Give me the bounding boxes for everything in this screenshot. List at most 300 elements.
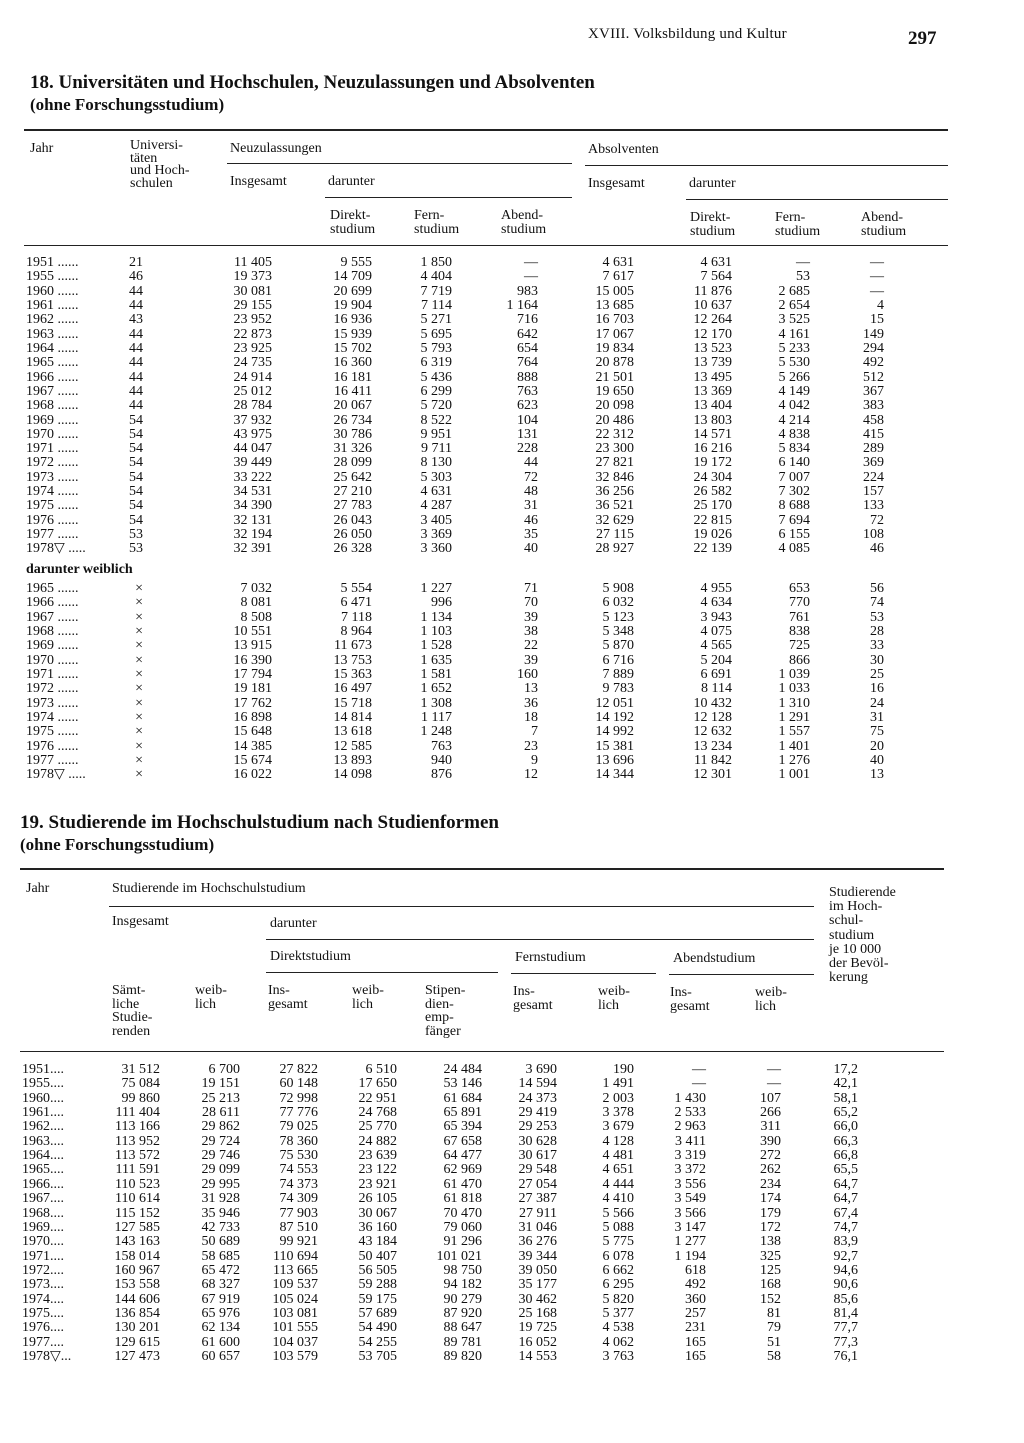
cell-ad: 6 691 — [700, 666, 732, 682]
cell-ad: 16 216 — [693, 441, 732, 457]
cell-ai: 5 870 — [602, 638, 634, 654]
cell-dw: 22 951 — [358, 1090, 397, 1106]
cell-w: 29 099 — [201, 1162, 240, 1178]
cell-s: 111 404 — [115, 1105, 160, 1121]
table19-title: 19. Studierende im Hochschulstudium nach Studienformen — [20, 812, 499, 833]
t19-head-studierende: Studierende im Hochschulstudium — [112, 881, 306, 896]
cell-di: 79 025 — [279, 1119, 318, 1135]
cell-aw: 58 — [767, 1349, 781, 1364]
row-year: 1955.... — [22, 1076, 64, 1092]
cell-ad: 12 264 — [693, 312, 732, 328]
cell-af: 6 155 — [778, 527, 810, 543]
table-row — [0, 399, 1024, 413]
cell-nf: 1 227 — [420, 581, 452, 596]
table-row — [0, 582, 1024, 596]
cell-nf: 1 528 — [420, 638, 452, 654]
cell-aa: 369 — [863, 455, 884, 471]
cell-ai: 257 — [685, 1305, 706, 1321]
cell-af: 1 001 — [778, 767, 810, 783]
cell-na: 35 — [524, 527, 538, 543]
table-row — [0, 711, 1024, 725]
cell-nd: 30 786 — [333, 426, 372, 442]
cell-nf: 763 — [431, 738, 452, 754]
cell-ai: 3 411 — [675, 1133, 706, 1149]
table-row — [0, 654, 1024, 668]
cell-fi: 30 617 — [518, 1148, 557, 1164]
cell-nf: 1 581 — [420, 666, 452, 682]
t19-head-direktstudium: Direktstudium — [270, 949, 351, 964]
cell-je: 67,4 — [833, 1205, 858, 1221]
cell-ni: 34 390 — [233, 498, 272, 514]
row-year: 1972 ...... — [26, 681, 79, 697]
t19-head-insgesamt: Insgesamt — [112, 914, 169, 929]
cell-ni: 14 385 — [233, 738, 272, 754]
cell-fi: 27 054 — [518, 1176, 557, 1192]
table-row — [0, 1135, 1024, 1149]
cell-w: 50 689 — [201, 1234, 240, 1250]
cell-ai: 3 556 — [674, 1176, 706, 1192]
cell-s: 75 084 — [121, 1076, 160, 1092]
cell-ai: 7 889 — [602, 666, 634, 682]
cell-fw: 2 003 — [602, 1090, 634, 1106]
cell-ai: 20 486 — [595, 412, 634, 428]
cell-ai: 13 696 — [595, 752, 634, 768]
row-year: 1963 ...... — [26, 326, 79, 342]
cell-nf: 3 405 — [420, 512, 452, 528]
table18-title: 18. Universitäten und Hochschulen, Neuzulassungen und Absolventen — [30, 72, 595, 93]
cell-je: 94,6 — [833, 1262, 858, 1278]
cell-ai: 15 005 — [595, 283, 634, 299]
cell-af: 2 685 — [778, 283, 810, 299]
cell-ni: 17 794 — [233, 666, 272, 682]
table19-body — [0, 1063, 1024, 1373]
cell-na: 23 — [524, 738, 538, 754]
page-number: 297 — [908, 28, 937, 49]
cell-fw: 4 128 — [602, 1133, 634, 1149]
cell-aw: 390 — [760, 1133, 781, 1149]
cell-s: 129 615 — [114, 1334, 160, 1350]
cell-nd: 28 099 — [333, 455, 372, 471]
cell-u: × — [135, 609, 143, 625]
cell-af: 4 161 — [778, 326, 810, 342]
cell-dw: 56 505 — [358, 1262, 397, 1278]
cell-dw: 59 175 — [358, 1291, 397, 1307]
cell-ai: 6 716 — [602, 652, 634, 668]
cell-ai: 492 — [685, 1277, 706, 1293]
cell-ai: 9 783 — [602, 681, 634, 697]
cell-na: 764 — [517, 355, 538, 371]
cell-nf: 4 631 — [420, 484, 452, 500]
cell-je: 65,5 — [833, 1162, 858, 1178]
cell-di: 78 360 — [279, 1133, 318, 1149]
cell-aa: 415 — [863, 426, 884, 442]
table-row — [0, 1293, 1024, 1307]
cell-ad: 5 204 — [700, 652, 732, 668]
t19-head-weiblich: weib- lich — [195, 983, 227, 1012]
cell-nd: 20 699 — [333, 283, 372, 299]
table-row — [0, 428, 1024, 442]
cell-aa: 4 — [877, 297, 884, 313]
cell-je: 64,7 — [833, 1191, 858, 1207]
cell-nd: 26 050 — [333, 527, 372, 543]
t18-head-jahr: Jahr — [30, 141, 54, 156]
row-year: 1976.... — [22, 1320, 64, 1336]
cell-je: 17,2 — [833, 1062, 858, 1077]
cell-af: 770 — [789, 595, 810, 611]
cell-je: 64,7 — [833, 1176, 858, 1192]
table-row — [0, 485, 1024, 499]
cell-af: 725 — [789, 638, 810, 654]
cell-nf: 5 303 — [420, 469, 452, 485]
cell-ad: 22 815 — [693, 512, 732, 528]
cell-ad: 4 565 — [700, 638, 732, 654]
cell-aw: 172 — [760, 1219, 781, 1235]
cell-je: 58,1 — [833, 1090, 858, 1106]
cell-aa: 72 — [870, 512, 884, 528]
row-year: 1976 ...... — [26, 738, 79, 754]
cell-nd: 15 939 — [333, 326, 372, 342]
t19-head-a-insgesamt: Ins- gesamt — [670, 985, 710, 1014]
cell-nf: 4 404 — [420, 269, 452, 285]
t19-head-stipendien: Stipen- dien- emp- fänger — [425, 983, 466, 1039]
cell-s: 130 201 — [114, 1320, 160, 1336]
t19-head-f-weiblich: weib- lich — [598, 984, 630, 1013]
cell-aa: 75 — [870, 724, 884, 740]
cell-af: 4 838 — [778, 426, 810, 442]
cell-af: 6 140 — [778, 455, 810, 471]
cell-ni: 34 531 — [233, 484, 272, 500]
cell-nd: 14 098 — [333, 767, 372, 783]
cell-ai: — — [692, 1062, 706, 1077]
cell-w: 65 472 — [201, 1262, 240, 1278]
cell-di: 103 081 — [272, 1305, 318, 1321]
row-year: 1969 ...... — [26, 638, 79, 654]
row-year: 1961 ...... — [26, 297, 79, 313]
cell-aa: 25 — [870, 666, 884, 682]
row-year: 1965 ...... — [26, 355, 79, 371]
cell-fi: 29 253 — [518, 1119, 557, 1135]
table-row — [0, 342, 1024, 356]
cell-ai: 1 277 — [674, 1234, 706, 1250]
cell-st: 87 920 — [443, 1305, 482, 1321]
t19-rule-direkt — [266, 972, 498, 973]
t18-head-a-darunter: darunter — [689, 176, 736, 191]
table-row — [0, 625, 1024, 639]
cell-ni: 8 508 — [240, 609, 272, 625]
row-year: 1967 ...... — [26, 383, 79, 399]
cell-aw: 179 — [760, 1205, 781, 1221]
cell-fi: 30 628 — [518, 1133, 557, 1149]
cell-na: 71 — [524, 581, 538, 596]
row-year: 1962.... — [22, 1119, 64, 1135]
cell-ai: 15 381 — [595, 738, 634, 754]
cell-aa: 33 — [870, 638, 884, 654]
cell-nf: 7 719 — [420, 283, 452, 299]
cell-ai: 3 372 — [674, 1162, 706, 1178]
t18-head-a-direkt: Direkt- studium — [690, 210, 736, 239]
cell-aa: 74 — [870, 595, 884, 611]
cell-nf: 1 134 — [420, 609, 452, 625]
cell-ni: 23 925 — [233, 340, 272, 356]
cell-ni: 15 648 — [233, 724, 272, 740]
table-row — [0, 611, 1024, 625]
t19-rule-darunter — [266, 939, 814, 940]
cell-aa: 31 — [870, 709, 884, 725]
cell-ni: 7 032 — [240, 581, 272, 596]
cell-dw: 54 255 — [358, 1334, 397, 1350]
chapter-header: XVIII. Volksbildung und Kultur — [588, 26, 787, 42]
cell-dw: 24 882 — [358, 1133, 397, 1149]
cell-ad: 14 571 — [693, 426, 732, 442]
cell-di: 105 024 — [272, 1291, 318, 1307]
cell-u: 44 — [129, 355, 143, 371]
cell-s: 99 860 — [121, 1090, 160, 1106]
cell-w: 58 685 — [201, 1248, 240, 1264]
table-row — [0, 1336, 1024, 1350]
table-row — [0, 668, 1024, 682]
cell-u: 54 — [129, 484, 143, 500]
cell-dw: 50 407 — [358, 1248, 397, 1264]
cell-nd: 12 585 — [333, 738, 372, 754]
row-year: 1970.... — [22, 1234, 64, 1250]
cell-nf: 1 117 — [421, 709, 452, 725]
table-row — [0, 1221, 1024, 1235]
cell-di: 74 373 — [279, 1176, 318, 1192]
cell-ni: 8 081 — [240, 595, 272, 611]
cell-fi: 27 911 — [519, 1205, 557, 1221]
row-year: 1976 ...... — [26, 512, 79, 528]
cell-je: 66,8 — [833, 1148, 858, 1164]
cell-u: × — [135, 724, 143, 740]
row-year: 1974 ...... — [26, 484, 79, 500]
cell-na: 44 — [524, 455, 538, 471]
cell-s: 127 585 — [114, 1219, 160, 1235]
cell-s: 111 591 — [115, 1162, 160, 1178]
cell-fi: 39 050 — [518, 1262, 557, 1278]
cell-w: 28 611 — [202, 1105, 240, 1121]
cell-je: 83,9 — [833, 1234, 858, 1250]
cell-s: 113 166 — [115, 1119, 160, 1135]
cell-w: 6 700 — [208, 1062, 240, 1077]
cell-na: 7 — [531, 724, 538, 740]
row-year: 1973 ...... — [26, 695, 79, 711]
cell-dw: 54 490 — [358, 1320, 397, 1336]
cell-nd: 16 181 — [333, 369, 372, 385]
cell-dw: 23 122 — [358, 1162, 397, 1178]
row-year: 1964 ...... — [26, 340, 79, 356]
cell-u: × — [135, 623, 143, 639]
table-row — [0, 1278, 1024, 1292]
cell-ad: 3 943 — [700, 609, 732, 625]
t18-head-n-abend: Abend- studium — [501, 208, 547, 237]
cell-aa: 28 — [870, 623, 884, 639]
t19-head-saemtliche: Sämt- liche Studie- renden — [112, 983, 153, 1039]
cell-ai: 231 — [685, 1320, 706, 1336]
cell-nf: 6 299 — [420, 383, 452, 399]
cell-aw: 262 — [760, 1162, 781, 1178]
cell-nd: 9 555 — [340, 255, 372, 270]
cell-na: 763 — [517, 383, 538, 399]
cell-nf: 3 369 — [420, 527, 452, 543]
t19-head-f-insgesamt: Ins- gesamt — [513, 984, 553, 1013]
cell-ni: 22 873 — [233, 326, 272, 342]
cell-aw: 125 — [760, 1262, 781, 1278]
t19-head-d-weiblich: weib- lich — [352, 983, 384, 1012]
cell-di: 99 921 — [279, 1234, 318, 1250]
cell-ni: 32 391 — [233, 541, 272, 557]
cell-af: 761 — [789, 609, 810, 625]
cell-ai: 21 501 — [595, 369, 634, 385]
cell-aa: 224 — [863, 469, 884, 485]
cell-ai: 17 067 — [595, 326, 634, 342]
cell-u: 44 — [129, 383, 143, 399]
cell-u: 54 — [129, 412, 143, 428]
cell-na: 654 — [517, 340, 538, 356]
t18-head-n-darunter: darunter — [328, 174, 375, 189]
cell-aa: 13 — [870, 767, 884, 783]
table-row — [0, 528, 1024, 542]
cell-fi: 14 594 — [518, 1076, 557, 1092]
cell-af: 1 310 — [778, 695, 810, 711]
cell-ai: 2 963 — [674, 1119, 706, 1135]
t18-head-bottom-rule — [24, 245, 948, 246]
row-year: 1951 ...... — [26, 255, 79, 270]
table-row — [0, 639, 1024, 653]
table-row — [0, 768, 1024, 782]
cell-ad: 24 304 — [693, 469, 732, 485]
t18-head-n-fern: Fern- studium — [414, 208, 460, 237]
row-year: 1971 ...... — [26, 441, 79, 457]
cell-st: 88 647 — [443, 1320, 482, 1336]
cell-ai: 3 566 — [674, 1205, 706, 1221]
t18-rule-neu — [227, 163, 572, 164]
cell-ai: 5 123 — [602, 609, 634, 625]
cell-aw: 168 — [760, 1277, 781, 1293]
cell-u: 53 — [129, 541, 143, 557]
cell-ni: 30 081 — [233, 283, 272, 299]
cell-fw: 5 566 — [602, 1205, 634, 1221]
cell-af: 1 276 — [778, 752, 810, 768]
cell-nf: 8 522 — [420, 412, 452, 428]
cell-nd: 14 709 — [333, 269, 372, 285]
cell-st: 62 969 — [443, 1162, 482, 1178]
cell-je: 77,3 — [833, 1334, 858, 1350]
cell-ai: — — [692, 1076, 706, 1092]
cell-na: 40 — [524, 541, 538, 557]
cell-ai: 32 846 — [595, 469, 634, 485]
cell-u: × — [135, 709, 143, 725]
cell-ni: 15 674 — [233, 752, 272, 768]
cell-st: 64 477 — [443, 1148, 482, 1164]
cell-nd: 27 210 — [333, 484, 372, 500]
cell-u: 44 — [129, 340, 143, 356]
cell-dw: 43 184 — [358, 1234, 397, 1250]
t19-rule-studierende — [109, 906, 814, 907]
cell-na: 1 164 — [506, 297, 538, 313]
cell-nd: 14 814 — [333, 709, 372, 725]
cell-dw: 23 639 — [358, 1148, 397, 1164]
cell-nd: 16 411 — [334, 383, 372, 399]
cell-ai: 6 032 — [602, 595, 634, 611]
cell-u: 44 — [129, 398, 143, 414]
row-year: 1978▽... — [22, 1349, 72, 1364]
t18-head-univ: Universi- täten und Hoch- schulen — [130, 138, 190, 191]
cell-fi: 29 548 — [518, 1162, 557, 1178]
cell-ai: 360 — [685, 1291, 706, 1307]
t19-head-je10000: Studierende im Hoch- schul- studium je 10 000 der Bevöl- kerung — [829, 885, 896, 986]
cell-ai: 28 927 — [595, 541, 634, 557]
cell-nd: 15 702 — [333, 340, 372, 356]
cell-aw: 79 — [767, 1320, 781, 1336]
cell-ni: 25 012 — [233, 383, 272, 399]
cell-aa: 289 — [863, 441, 884, 457]
cell-s: 31 512 — [121, 1062, 160, 1077]
t19-head-a-weiblich: weib- lich — [755, 985, 787, 1014]
cell-fw: 4 481 — [602, 1148, 634, 1164]
cell-na: 131 — [517, 426, 538, 442]
table-row — [0, 1063, 1024, 1077]
cell-aw: 234 — [760, 1176, 781, 1192]
cell-ni: 24 735 — [233, 355, 272, 371]
table-row — [0, 270, 1024, 284]
cell-af: 1 291 — [778, 709, 810, 725]
table-row — [0, 725, 1024, 739]
cell-aw: 51 — [767, 1334, 781, 1350]
cell-di: 109 537 — [272, 1277, 318, 1293]
cell-af: 4 085 — [778, 541, 810, 557]
cell-ai: 618 — [685, 1262, 706, 1278]
cell-nf: 1 652 — [420, 681, 452, 697]
cell-nd: 16 360 — [333, 355, 372, 371]
cell-ad: 13 369 — [693, 383, 732, 399]
cell-aa: 24 — [870, 695, 884, 711]
cell-w: 67 919 — [201, 1291, 240, 1307]
cell-st: 53 146 — [443, 1076, 482, 1092]
table18-body — [0, 256, 1024, 556]
cell-fi: 3 690 — [525, 1062, 557, 1077]
cell-aa: 15 — [870, 312, 884, 328]
cell-na: 72 — [524, 469, 538, 485]
cell-fw: 6 078 — [602, 1248, 634, 1264]
cell-fi: 29 419 — [518, 1105, 557, 1121]
table-row — [0, 456, 1024, 470]
cell-af: 7 302 — [778, 484, 810, 500]
cell-ad: 11 842 — [694, 752, 732, 768]
cell-dw: 53 705 — [358, 1349, 397, 1364]
t19-head-bottom-rule — [20, 1051, 944, 1052]
table-row — [0, 1163, 1024, 1177]
cell-u: 46 — [129, 269, 143, 285]
cell-nd: 13 753 — [333, 652, 372, 668]
table-row — [0, 1350, 1024, 1364]
cell-ai: 32 629 — [595, 512, 634, 528]
cell-w: 29 995 — [201, 1176, 240, 1192]
cell-u: 21 — [129, 255, 143, 270]
cell-af: 5 266 — [778, 369, 810, 385]
table-row — [0, 1178, 1024, 1192]
cell-ai: 7 617 — [602, 269, 634, 285]
cell-st: 70 470 — [443, 1205, 482, 1221]
cell-ai: 5 348 — [602, 623, 634, 639]
cell-w: 62 134 — [201, 1320, 240, 1336]
cell-di: 110 694 — [273, 1248, 318, 1264]
cell-na: 160 — [517, 666, 538, 682]
cell-st: 61 684 — [443, 1090, 482, 1106]
cell-nd: 7 118 — [341, 609, 372, 625]
cell-af: 5 233 — [778, 340, 810, 356]
cell-je: 90,6 — [833, 1277, 858, 1293]
cell-ni: 44 047 — [233, 441, 272, 457]
